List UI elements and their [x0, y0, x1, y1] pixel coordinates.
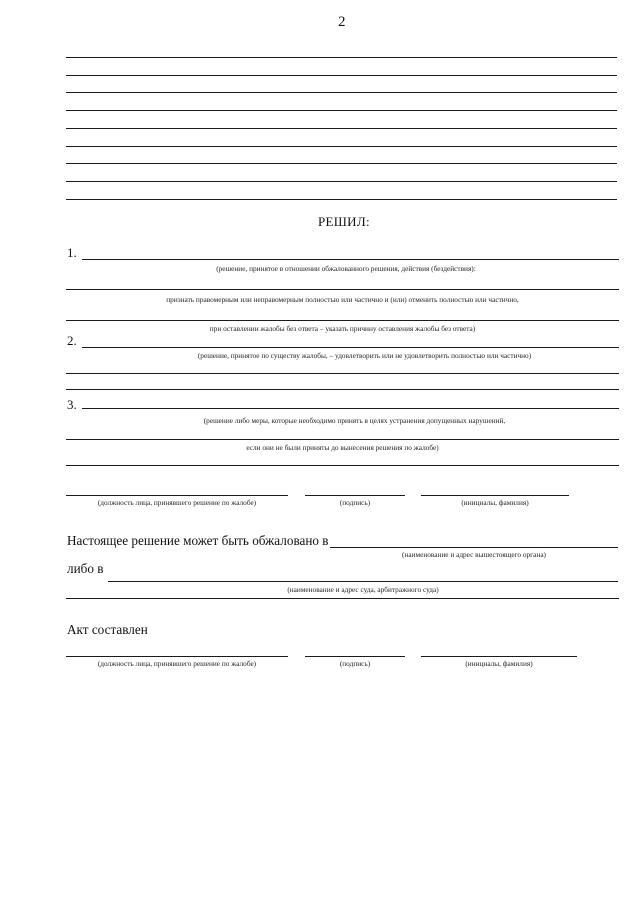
input-line[interactable]: [82, 259, 619, 260]
field-hint: при оставлении жалобы без ответа – указать причину оставления жалобы без ответа): [209, 324, 476, 333]
appeal-authority-line[interactable]: [330, 547, 618, 548]
appeal-authority-hint: (наименование и адрес вышестоящего органа): [402, 550, 546, 559]
signature-line[interactable]: [305, 656, 405, 657]
blank-line: [66, 57, 617, 58]
blank-line: [66, 146, 617, 147]
field-hint: признать правомерным или неправомерным полностью или частично и (или) отменить полностью или частично,: [166, 295, 519, 304]
input-line[interactable]: [66, 465, 619, 466]
signature-line[interactable]: [305, 495, 405, 496]
position-line[interactable]: [66, 495, 288, 496]
item-number: 3.: [67, 397, 77, 412]
blank-line: [66, 75, 617, 76]
blank-line: [66, 110, 617, 111]
appeal-extra-line[interactable]: [66, 598, 619, 599]
appeal-court-hint: (наименование и адрес суда, арбитражного суда): [287, 585, 439, 594]
position-line[interactable]: [66, 656, 288, 657]
blank-line: [66, 92, 617, 93]
name-hint: (инициалы, фамилия): [465, 659, 533, 668]
blank-line: [66, 128, 617, 129]
signature-hint: (подпись): [339, 498, 371, 507]
position-hint: (должность лица, принявшего решение по жалобе): [97, 659, 257, 668]
field-hint: (решение либо меры, которые необходимо принять в целях устранения допущенных нарушений,: [203, 416, 506, 425]
appeal-text: Настоящее решение может быть обжаловано в: [67, 533, 329, 548]
signature-hint: (подпись): [339, 659, 371, 668]
page-number: 2: [338, 14, 346, 30]
item-number: 2.: [67, 333, 77, 348]
name-line[interactable]: [421, 656, 577, 657]
input-line[interactable]: [82, 408, 619, 409]
appeal-or-text: либо в: [67, 561, 104, 576]
field-hint: (решение, принятое в отношении обжалованного решения, действия (бездействия):: [216, 264, 476, 273]
name-line[interactable]: [421, 495, 569, 496]
field-hint: если они не были приняты до вынесения решения по жалобе): [246, 443, 439, 452]
item-number: 1.: [67, 245, 77, 260]
blank-line: [66, 163, 617, 164]
field-hint: (решение, принятое по существу жалобы, – удовлетворить или не удовлетворить полностью или частично): [197, 351, 532, 360]
input-line[interactable]: [66, 389, 619, 390]
name-hint: (инициалы, фамилия): [461, 498, 529, 507]
input-line[interactable]: [66, 289, 619, 290]
blank-line: [66, 181, 617, 182]
input-line[interactable]: [82, 347, 619, 348]
input-line[interactable]: [66, 320, 619, 321]
position-hint: (должность лица, принявшего решение по жалобе): [97, 498, 257, 507]
appeal-court-line[interactable]: [108, 581, 618, 582]
input-line[interactable]: [66, 373, 619, 374]
input-line[interactable]: [66, 439, 619, 440]
act-text: Акт составлен: [67, 622, 148, 637]
decision-heading: РЕШИЛ:: [318, 214, 370, 229]
blank-line: [66, 199, 617, 200]
